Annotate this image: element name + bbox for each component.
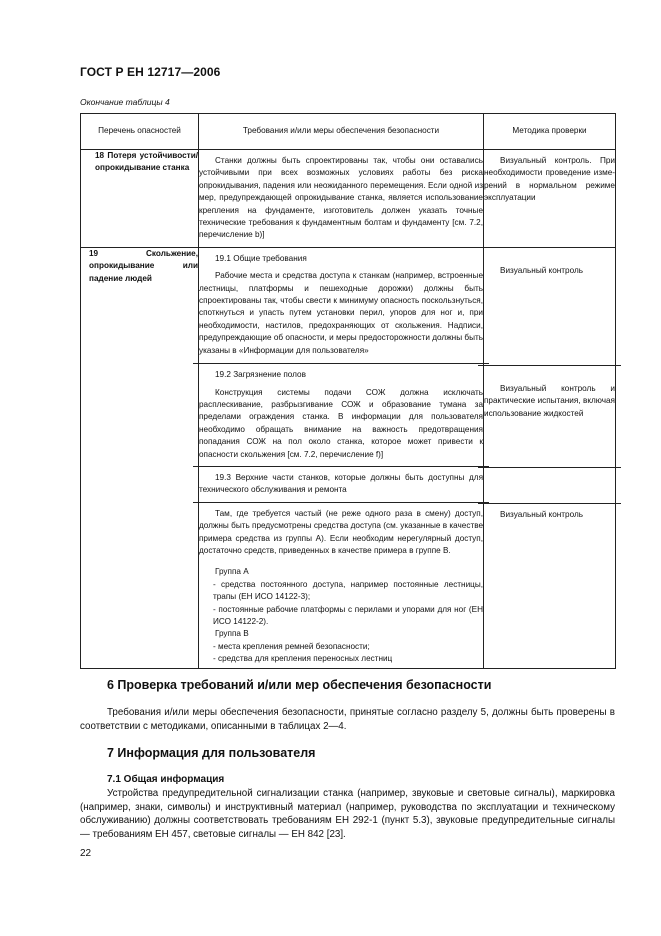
divider: [478, 503, 621, 504]
table-caption: Окончание таблицы 4: [80, 97, 170, 107]
group-b-title: Группа В: [215, 629, 249, 639]
group-a-item-2: - постоянные рабочие платформы с перилами и упорами для ног (ЕН ИСО 14122-2).: [213, 604, 483, 626]
clause-19-3-title: 19.3 Верхние части станков, которые должны быть доступны для технического обслуживания и ремонта: [199, 472, 483, 495]
requirement-18-text: Станки должны быть спроектированы так, чтобы они оставались устойчивыми при всех возможных условиях работы без риска опрокидывания, падения или неожиданного перемещения. Если одной из мер, предупреждающей опрокидывание станка, является использование крепления на фундаменте, изготовитель должен указать точные технические требования к фундаментным болтам и фундаменту [см. 7.2, перечисление b)]: [199, 156, 483, 240]
column-header-method: Методика проверки: [484, 114, 616, 150]
group-a-title: Группа А: [215, 567, 249, 577]
section-7-heading: 7 Информация для пользователя: [107, 746, 316, 760]
method-19-3-spacer: [484, 468, 615, 503]
standard-designation: ГОСТ Р ЕН 12717—2006: [80, 65, 221, 79]
column-header-requirements: Требования и/или меры обеспечения безопасности: [199, 114, 484, 150]
divider: [193, 363, 489, 364]
method-cell: [484, 247, 616, 668]
hazard-cell: [81, 150, 199, 248]
requirement-cell: [199, 247, 484, 668]
method-18-text: Визуальный контроль. При необходимости проведение измерений в нормальном режиме эксплуатации: [484, 156, 615, 203]
column-header-hazards: Перечень опасностей: [81, 114, 199, 150]
method-19-2-text: Визуальный контроль и практические испытания, включая использование жидкостей: [484, 383, 615, 418]
table-row: [81, 247, 616, 668]
hazards-table: [80, 113, 616, 669]
clause-19-1-text: Рабочие места и средства доступа к станкам (например, встроенные лестницы, платформы и пешеходные дорожки) должны быть спроектированы так, чтобы свести к минимуму опасность поскользнуться, споткнуться и упасть путем установки перил, упоров для ног и, при необходимости, настилов, предохраняющих от скольжения. Надписи, предупреждающие об опасности, и меры предосторожности должны быть указаны в «Информации для пользователя»: [199, 271, 483, 355]
section-7-1-heading: 7.1 Общая информация: [107, 774, 225, 785]
group-a-item-1: - средства постоянного доступа, например постоянные лестницы, трапы (ЕН ИСО 14122-3);: [213, 579, 483, 602]
method-19-3-text: Визуальный контроль: [500, 509, 584, 519]
clause-19-2-text: Конструкция системы подачи СОЖ должна исключать расплескивание, разбрызгивание СОЖ и образование тумана за пределами ограждения станка. В информации для пользователя необходимо обращать внимание на важность предотвращения попадания СОЖ на пол около станка, которое может привести к опасности скольжения [см. 7.2, перечисление f)]: [199, 387, 483, 459]
divider: [193, 502, 489, 503]
requirement-cell: [199, 150, 484, 248]
page-number: 22: [80, 848, 92, 859]
method-19-1-text: Визуальный контроль: [500, 265, 584, 275]
hazard-18-label: 18 Потеря устойчивости/опрокидывание станка: [95, 151, 198, 173]
table-header-row: [81, 114, 616, 150]
clause-19-1-title: 19.1 Общие требования: [215, 253, 307, 263]
clause-19-2-title: 19.2 Загрязнение полов: [215, 370, 306, 380]
hazard-19-label: 19 Скольжение, опрокидывание или падение людей: [89, 248, 198, 283]
divider: [193, 466, 489, 467]
group-b-item-1: - места крепления ремней безопасности;: [213, 641, 370, 651]
hazard-cell: [81, 247, 199, 668]
section-6-heading: 6 Проверка требований и/или мер обеспечения безопасности: [107, 678, 492, 692]
divider: [478, 365, 621, 366]
clause-19-3-text: Там, где требуется частый (не реже одного раза в смену) доступ, должны быть предусмотрены средства доступа (см. указанные в качестве примера средства из группы А). Если необходим нерегулярный доступ, достаточно средств, приведенных в качестве примера в группе В.: [199, 508, 483, 555]
group-b-item-2: - средства для крепления переносных лестниц: [213, 654, 393, 664]
table-row: [81, 150, 616, 248]
method-cell: [484, 150, 616, 248]
section-6-text: Требования и/или меры обеспечения безопасности, принятые согласно разделу 5, должны быть проверены в соответствии с методиками, описанными в таблицах 2—4.: [80, 707, 615, 732]
section-7-1-text: Устройства предупредительной сигнализации станка (например, звуковые и световые сигналы), маркировка (например, знаки, символы) и инструктивный материал (например, руководства по эксплуатации и техническому обслуживанию) должны соответствовать требованиям ЕН 292-1 (пункт 5.3), звуковые предупредительные сигналы — требованиям ЕН 457, световые сигналы — ЕН 842 [23].: [80, 788, 615, 840]
